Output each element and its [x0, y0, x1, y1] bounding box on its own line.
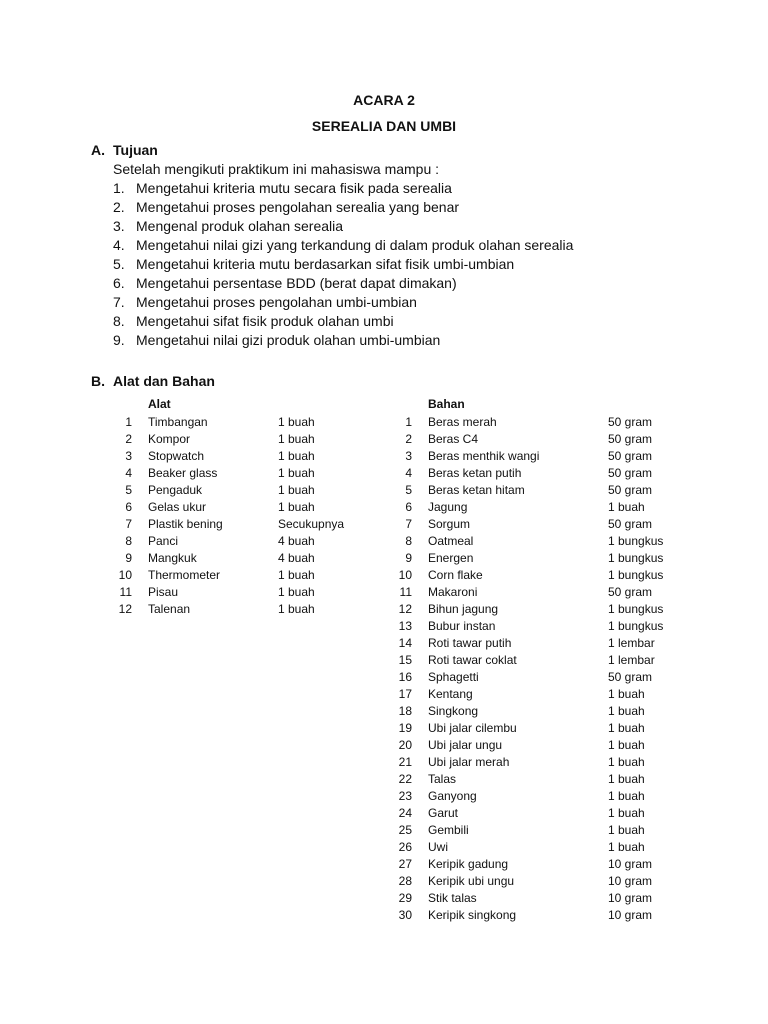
bahan-row-number: 12 — [398, 602, 412, 616]
bahan-row — [394, 822, 674, 839]
bahan-row — [394, 448, 674, 465]
bahan-row-name: Stik talas — [428, 891, 477, 905]
document-subtitle: SEREALIA DAN UMBI — [311, 118, 457, 134]
bahan-row-name: Energen — [428, 551, 474, 565]
alat-row-quantity: 1 buah — [278, 602, 315, 616]
bahan-row — [394, 652, 674, 669]
alat-row-quantity: 1 buah — [278, 466, 315, 480]
alat-row — [114, 550, 364, 567]
bahan-row — [394, 414, 674, 431]
bahan-row-name: Beras merah — [428, 415, 497, 429]
bahan-row-number: 22 — [398, 772, 412, 786]
section-a-title: Tujuan — [113, 142, 158, 158]
bahan-row-quantity: 10 gram — [608, 908, 653, 922]
alat-row — [114, 431, 364, 448]
bahan-row-name: Keripik gadung — [428, 857, 509, 871]
bahan-row-number: 24 — [398, 806, 412, 820]
bahan-row — [394, 720, 674, 737]
bahan-row-number: 3 — [405, 449, 412, 463]
bahan-row-number: 6 — [405, 500, 412, 514]
bahan-table — [394, 414, 674, 924]
bahan-row-quantity: 1 buah — [608, 704, 645, 718]
bahan-row-quantity: 1 bungkus — [608, 551, 664, 565]
bahan-row-name: Ubi jalar cilembu — [428, 721, 517, 735]
goal-number: 5. — [113, 256, 125, 272]
bahan-row-name: Beras ketan hitam — [428, 483, 525, 497]
bahan-row-name: Uwi — [428, 840, 448, 854]
bahan-row-number: 20 — [398, 738, 412, 752]
bahan-row-quantity: 50 gram — [608, 585, 653, 599]
alat-row-quantity: 1 buah — [278, 500, 315, 514]
bahan-row-name: Roti tawar putih — [428, 636, 512, 650]
goal-number: 9. — [113, 332, 125, 348]
alat-row-number: 1 — [125, 415, 132, 429]
bahan-row-quantity: 50 gram — [608, 449, 653, 463]
section-a-heading — [91, 142, 158, 158]
alat-row — [114, 516, 364, 533]
bahan-row-number: 28 — [398, 874, 412, 888]
goal-item — [113, 293, 573, 312]
alat-row-number: 2 — [125, 432, 132, 446]
bahan-row-number: 30 — [398, 908, 412, 922]
bahan-row-name: Beras menthik wangi — [428, 449, 540, 463]
bahan-row — [394, 669, 674, 686]
goal-number: 4. — [113, 237, 125, 253]
alat-row-quantity: 1 buah — [278, 585, 315, 599]
alat-row-number: 7 — [125, 517, 132, 531]
alat-row-number: 3 — [125, 449, 132, 463]
bahan-row-name: Bubur instan — [428, 619, 496, 633]
alat-row-number: 4 — [125, 466, 132, 480]
section-a-letter: A. — [91, 142, 105, 158]
bahan-row — [394, 550, 674, 567]
alat-row — [114, 567, 364, 584]
bahan-row-number: 15 — [398, 653, 412, 667]
bahan-row-name: Makaroni — [428, 585, 478, 599]
goal-text: Mengetahui nilai gizi produk olahan umbi-umbian — [136, 332, 441, 348]
bahan-row-name: Keripik ubi ungu — [428, 874, 515, 888]
goal-text: Mengetahui kriteria mutu secara fisik pada serealia — [136, 180, 452, 196]
alat-row-quantity: 1 buah — [278, 568, 315, 582]
goal-item — [113, 217, 573, 236]
alat-row — [114, 499, 364, 516]
alat-row-name: Mangkuk — [148, 551, 197, 565]
goal-item — [113, 255, 573, 274]
bahan-row-quantity: 1 buah — [608, 772, 645, 786]
alat-row — [114, 482, 364, 499]
bahan-row-name: Gembili — [428, 823, 469, 837]
goal-text: Mengetahui proses pengolahan umbi-umbian — [136, 294, 417, 310]
bahan-row-number: 14 — [398, 636, 412, 650]
bahan-row-number: 13 — [398, 619, 412, 633]
bahan-row-name: Bihun jagung — [428, 602, 499, 616]
alat-row — [114, 448, 364, 465]
bahan-row-name: Oatmeal — [428, 534, 474, 548]
alat-row-number: 10 — [118, 568, 132, 582]
alat-row-quantity: 1 buah — [278, 432, 315, 446]
bahan-row-quantity: 1 buah — [608, 823, 645, 837]
alat-row-quantity: Secukupnya — [278, 517, 345, 531]
alat-row-name: Kompor — [148, 432, 191, 446]
bahan-row-name: Roti tawar coklat — [428, 653, 517, 667]
alat-row-name: Beaker glass — [148, 466, 218, 480]
goal-text: Mengetahui persentase BDD (berat dapat dimakan) — [136, 275, 457, 291]
bahan-row-quantity: 50 gram — [608, 466, 653, 480]
bahan-row-number: 27 — [398, 857, 412, 871]
goal-item — [113, 331, 573, 350]
goal-text: Mengetahui kriteria mutu berdasarkan sifat fisik umbi-umbian — [136, 256, 515, 272]
goal-number: 8. — [113, 313, 125, 329]
bahan-row-number: 25 — [398, 823, 412, 837]
bahan-row-name: Sorgum — [428, 517, 471, 531]
bahan-row-name: Talas — [428, 772, 457, 786]
bahan-row-number: 18 — [398, 704, 412, 718]
alat-table — [114, 414, 364, 618]
bahan-row-number: 17 — [398, 687, 412, 701]
alat-row-number: 12 — [118, 602, 132, 616]
bahan-row — [394, 601, 674, 618]
bahan-row-quantity: 1 buah — [608, 500, 645, 514]
goal-item — [113, 312, 573, 331]
alat-row-name: Thermometer — [148, 568, 221, 582]
bahan-row — [394, 907, 674, 924]
bahan-row-quantity: 1 buah — [608, 687, 645, 701]
bahan-row-number: 26 — [398, 840, 412, 854]
bahan-row — [394, 856, 674, 873]
bahan-row-number: 5 — [405, 483, 412, 497]
bahan-row-number: 8 — [405, 534, 412, 548]
alat-row-number: 11 — [119, 585, 132, 599]
section-b-heading — [91, 373, 215, 389]
bahan-row-quantity: 1 buah — [608, 721, 645, 735]
bahan-row-name: Jagung — [428, 500, 468, 514]
section-b-title: Alat dan Bahan — [113, 373, 215, 389]
bahan-row — [394, 635, 674, 652]
alat-row — [114, 414, 364, 431]
bahan-row-quantity: 1 bungkus — [608, 619, 664, 633]
bahan-row-name: Beras ketan putih — [428, 466, 522, 480]
bahan-row — [394, 482, 674, 499]
alat-row-number: 6 — [125, 500, 132, 514]
bahan-row-quantity: 50 gram — [608, 415, 653, 429]
alat-row-quantity: 4 buah — [278, 551, 315, 565]
bahan-row — [394, 737, 674, 754]
goal-text: Mengenal produk olahan serealia — [136, 218, 344, 234]
goal-text: Mengetahui sifat fisik produk olahan umbi — [136, 313, 394, 329]
bahan-row-number: 1 — [405, 415, 412, 429]
goal-number: 1. — [113, 180, 125, 196]
alat-row — [114, 584, 364, 601]
bahan-row — [394, 873, 674, 890]
bahan-row — [394, 533, 674, 550]
bahan-row-quantity: 50 gram — [608, 517, 653, 531]
alat-row-name: Pengaduk — [148, 483, 203, 497]
alat-row-number: 9 — [125, 551, 132, 565]
bahan-row-name: Singkong — [428, 704, 479, 718]
alat-row — [114, 465, 364, 482]
bahan-row-quantity: 50 gram — [608, 483, 653, 497]
alat-row-name: Timbangan — [148, 415, 208, 429]
bahan-row-number: 2 — [405, 432, 412, 446]
section-b-letter: B. — [91, 373, 105, 389]
alat-row-quantity: 4 buah — [278, 534, 315, 548]
bahan-row-quantity: 1 buah — [608, 840, 645, 854]
bahan-row-quantity: 50 gram — [608, 670, 653, 684]
bahan-row — [394, 686, 674, 703]
bahan-row-name: Ubi jalar ungu — [428, 738, 503, 752]
alat-row-quantity: 1 buah — [278, 449, 315, 463]
bahan-row-number: 29 — [398, 891, 412, 905]
goal-item — [113, 236, 573, 255]
alat-row — [114, 601, 364, 618]
bahan-row — [394, 618, 674, 635]
document-title: ACARA 2 — [353, 92, 415, 108]
bahan-row-name: Corn flake — [428, 568, 483, 582]
bahan-row — [394, 890, 674, 907]
bahan-row-quantity: 50 gram — [608, 432, 653, 446]
alat-row-name: Gelas ukur — [148, 500, 207, 514]
bahan-row-quantity: 10 gram — [608, 857, 653, 871]
alat-row-name: Talenan — [148, 602, 191, 616]
alat-row-name: Panci — [148, 534, 179, 548]
bahan-row — [394, 788, 674, 805]
bahan-row-quantity: 1 bungkus — [608, 602, 664, 616]
goal-number: 2. — [113, 199, 125, 215]
bahan-row-name: Keripik singkong — [428, 908, 517, 922]
bahan-row — [394, 805, 674, 822]
bahan-row-name: Sphagetti — [428, 670, 479, 684]
goal-text: Mengetahui nilai gizi yang terkandung di dalam produk olahan serealia — [136, 237, 574, 253]
bahan-row-quantity: 1 buah — [608, 806, 645, 820]
bahan-row — [394, 516, 674, 533]
alat-row-name: Plastik bening — [148, 517, 223, 531]
bahan-row-number: 19 — [398, 721, 412, 735]
bahan-row-number: 16 — [398, 670, 412, 684]
bahan-row — [394, 771, 674, 788]
goal-item — [113, 198, 573, 217]
bahan-row-number: 7 — [405, 517, 412, 531]
alat-row-name: Pisau — [148, 585, 179, 599]
bahan-row — [394, 431, 674, 448]
bahan-row — [394, 584, 674, 601]
goal-text: Mengetahui proses pengolahan serealia yang benar — [136, 199, 460, 215]
bahan-row-name: Ubi jalar merah — [428, 755, 510, 769]
bahan-row-name: Beras C4 — [428, 432, 479, 446]
bahan-row — [394, 499, 674, 516]
bahan-row — [394, 839, 674, 856]
alat-row-quantity: 1 buah — [278, 415, 315, 429]
bahan-row-quantity: 1 buah — [608, 755, 645, 769]
bahan-row — [394, 465, 674, 482]
bahan-row-number: 10 — [398, 568, 412, 582]
goal-item — [113, 179, 573, 198]
bahan-row-name: Garut — [428, 806, 459, 820]
bahan-row-quantity: 1 bungkus — [608, 534, 664, 548]
alat-row-number: 8 — [125, 534, 132, 548]
goal-number: 3. — [113, 218, 125, 234]
alat-row-name: Stopwatch — [148, 449, 205, 463]
bahan-row-name: Kentang — [428, 687, 473, 701]
bahan-row-number: 9 — [405, 551, 412, 565]
bahan-row-quantity: 1 lembar — [608, 636, 655, 650]
bahan-row-number: 23 — [398, 789, 412, 803]
section-a-intro: Setelah mengikuti praktikum ini mahasiswa mampu : — [113, 161, 440, 177]
goal-item — [113, 274, 573, 293]
alat-row-quantity: 1 buah — [278, 483, 315, 497]
bahan-row-number: 11 — [399, 585, 412, 599]
bahan-column-heading: Bahan — [428, 397, 465, 411]
bahan-row-quantity: 10 gram — [608, 874, 653, 888]
bahan-row — [394, 703, 674, 720]
goal-number: 7. — [113, 294, 125, 310]
bahan-row-quantity: 1 lembar — [608, 653, 655, 667]
bahan-row-name: Ganyong — [428, 789, 477, 803]
bahan-row-quantity: 10 gram — [608, 891, 653, 905]
alat-row-number: 5 — [125, 483, 132, 497]
bahan-row-number: 21 — [398, 755, 412, 769]
goal-number: 6. — [113, 275, 125, 291]
bahan-row — [394, 567, 674, 584]
goals-list — [113, 179, 573, 350]
alat-column-heading: Alat — [148, 397, 171, 411]
bahan-row-quantity: 1 buah — [608, 789, 645, 803]
bahan-row — [394, 754, 674, 771]
bahan-row-quantity: 1 bungkus — [608, 568, 664, 582]
alat-row — [114, 533, 364, 550]
bahan-row-quantity: 1 buah — [608, 738, 645, 752]
bahan-row-number: 4 — [405, 466, 412, 480]
